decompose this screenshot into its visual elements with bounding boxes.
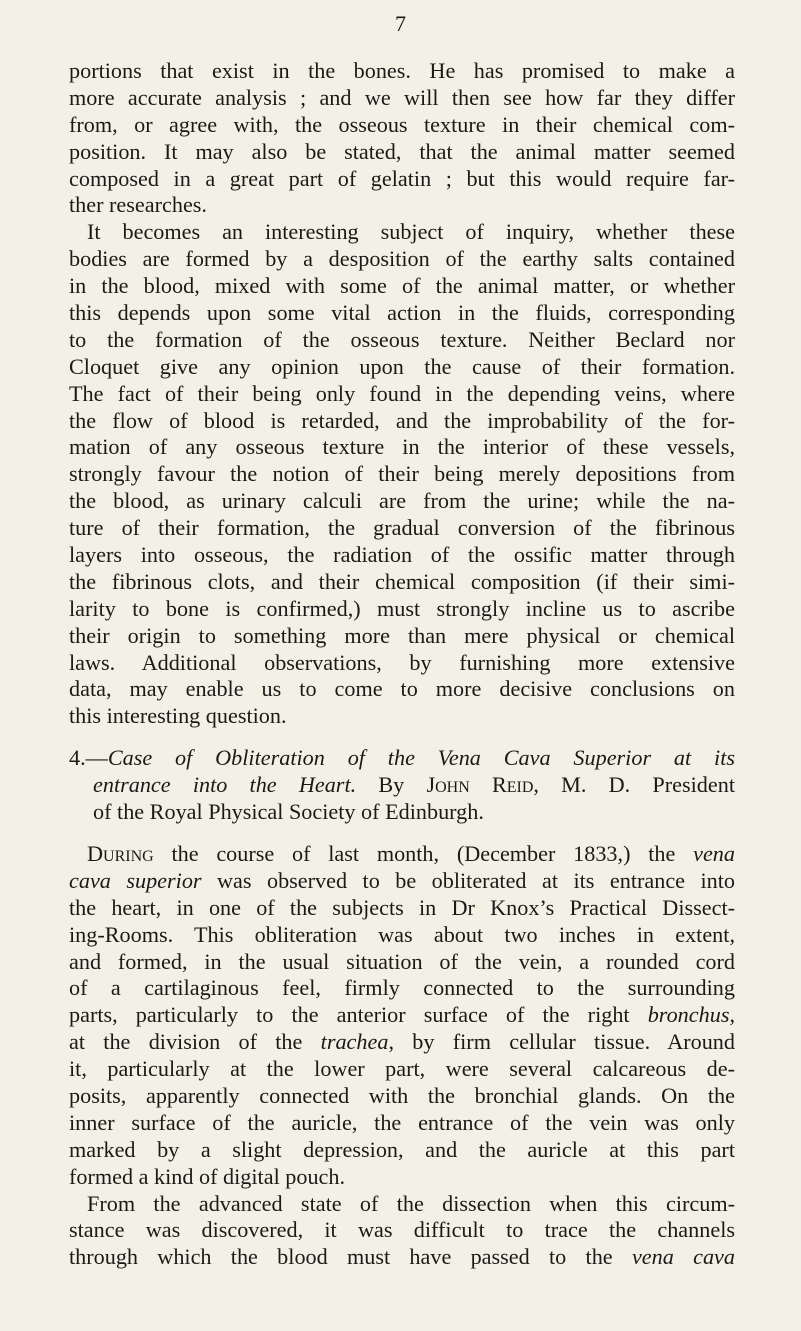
text-line: at the division of the trachea, by firm cellular tissue. Around (69, 1029, 735, 1055)
text-line: ing-Rooms. This obliteration was about two inches in extent, (69, 921, 735, 947)
text-line: portions that exist in the bones. He has promised to make a (69, 58, 735, 83)
text-line: their origin to something more than mere physical or chemical (69, 622, 735, 648)
text-line: the flow of blood is retarded, and the improbability of the for- (69, 407, 735, 433)
section-number: 4. (69, 745, 86, 771)
text-line: composed in a great part of gelatin ; but this would require far- (69, 165, 735, 191)
text-line: more accurate analysis ; and we will then see how far they differ (69, 84, 735, 110)
author-name: John Reid (426, 772, 534, 798)
text-line: cava superior was observed to be obliterated at its entrance into (69, 867, 735, 893)
text-line: through which the blood must have passed to the vena cava (69, 1244, 735, 1270)
text-line: larity to bone is confirmed,) must strongly incline us to ascribe (69, 595, 735, 621)
text-line: this interesting question. (69, 703, 287, 729)
paragraph-4 (69, 1191, 735, 1272)
text-line: layers into osseous, the radiation of the ossific matter through (69, 542, 735, 568)
heading-line: 4.—Case of Obliteration of the Vena Cava Superior at its (69, 745, 735, 771)
text-line: strongly favour the notion of their being merely depositions from (69, 461, 735, 487)
paragraph-1 (69, 58, 735, 219)
text-line: formed a kind of digital pouch. (69, 1163, 346, 1189)
text-line: inner surface of the auricle, the entrance of the vein was only (69, 1109, 735, 1135)
page-number: 7 (395, 11, 406, 36)
paragraph-3 (69, 841, 735, 1191)
text-line: ture of their formation, the gradual conversion of the fibrinous (69, 515, 735, 541)
text-line: the blood, as urinary calculi are from the urine; while the na- (69, 488, 735, 514)
heading-line: of the Royal Physical Society of Edinburgh. (93, 799, 484, 825)
text-line: in the blood, mixed with some of the animal matter, or whether (69, 273, 735, 299)
case-title: Case of Obliteration of the Vena Cava Superior at its (107, 745, 735, 771)
text-line: stance was discovered, it was difficult to trace the channels (69, 1217, 735, 1243)
text-line: the heart, in one of the subjects in Dr Knox’s Practical Dissect- (69, 894, 735, 920)
case-title-cont: entrance into the Heart. (93, 772, 357, 798)
text-line: laws. Additional observations, by furnishing more extensive (69, 649, 735, 675)
text-line: and formed, in the usual situation of the vein, a rounded cord (69, 948, 735, 974)
text-line: marked by a slight depression, and the auricle at this part (69, 1136, 735, 1162)
text-line: this depends upon some vital action in the fluids, corresponding (69, 300, 735, 326)
text-line: bodies are formed by a desposition of the earthy salts contained (69, 246, 735, 272)
text-line: data, may enable us to come to more decisive conclusions on (69, 676, 735, 702)
section-heading (69, 745, 735, 826)
paragraph-2 (69, 219, 735, 730)
text-line: It becomes an interesting subject of inquiry, whether these (87, 219, 735, 245)
text-line: During the course of last month, (December 1833,) the vena (87, 840, 735, 866)
body-text (69, 58, 735, 1271)
text-line: it, particularly at the lower part, were several calcareous de- (69, 1056, 735, 1082)
text-line: to the formation of the osseous texture. Neither Beclard nor (69, 326, 735, 352)
text-line: ther researches. (69, 192, 207, 218)
text-line: of a cartilaginous feel, firmly connected to the surrounding (69, 975, 735, 1001)
heading-line: entrance into the Heart. By John Reid, M. D. President (93, 772, 735, 798)
text-line: posits, apparently connected with the bronchial glands. On the (69, 1082, 735, 1108)
text-line: The fact of their being only found in the depending veins, where (69, 380, 735, 406)
text-line: parts, particularly to the anterior surface of the right bronchus, (69, 1002, 735, 1028)
text-line: Cloquet give any opinion upon the cause of their formation. (69, 353, 735, 379)
text-line: From the advanced state of the dissection when this circum- (87, 1190, 735, 1216)
text-line: mation of any osseous texture in the interior of these vessels, (69, 434, 735, 460)
text-line: the fibrinous clots, and their chemical composition (if their simi- (69, 568, 735, 594)
text-line: from, or agree with, the osseous texture in their chemical com- (69, 111, 735, 137)
text-line: position. It may also be stated, that the animal matter seemed (69, 138, 735, 164)
